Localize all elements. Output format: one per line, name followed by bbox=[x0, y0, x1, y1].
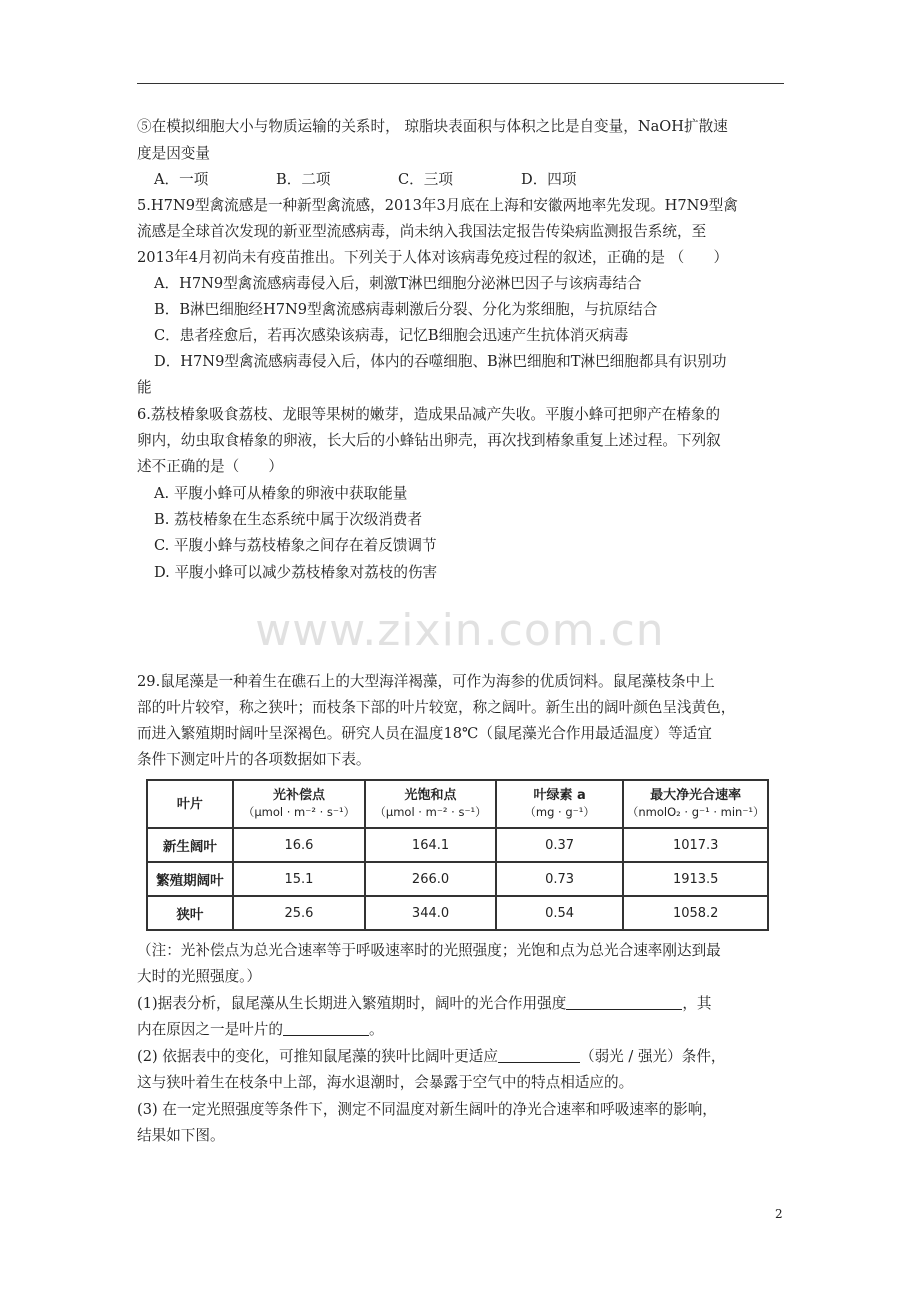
table-cell: 15.1 bbox=[233, 862, 366, 896]
q6-option-d: D. 平腹小蜂可以减少荔枝椿象对荔枝的伤害 bbox=[154, 564, 438, 581]
table-cell: 266.0 bbox=[365, 862, 496, 896]
q4-option-a: A．一项 bbox=[154, 171, 209, 188]
q29-line4: 条件下测定叶片的各项数据如下表。 bbox=[137, 751, 371, 768]
header-light-compensation: 光补偿点 （μmol · m⁻² · s⁻¹） bbox=[233, 780, 366, 828]
table-cell: 344.0 bbox=[365, 896, 496, 930]
table-cell: 25.6 bbox=[233, 896, 366, 930]
header-rule bbox=[137, 83, 784, 84]
sub2-line2: 这与狭叶着生在枝条中上部，海水退潮时，会暴露于空气中的特点相适应的。 bbox=[137, 1074, 634, 1091]
q6-option-c: C. 平腹小蜂与荔枝椿象之间存在着反馈调节 bbox=[154, 537, 437, 554]
sub3-line1: (3) 在一定光照强度等条件下，测定不同温度对新生阔叶的净光合速率和呼吸速率的影响， bbox=[137, 1101, 717, 1118]
table-cell: 0.73 bbox=[496, 862, 624, 896]
header-leaf: 叶片 bbox=[147, 780, 233, 828]
q5-option-d-line1: D．H7N9型禽流感病毒侵入后，体内的吞噬细胞、B淋巴细胞和T淋巴细胞都具有识别功 bbox=[154, 353, 727, 370]
table-cell: 1913.5 bbox=[623, 862, 768, 896]
q5-stem-line1: 5.H7N9型禽流感是一种新型禽流感，2013年3月底在上海和安徽两地率先发现。H7N9型禽 bbox=[137, 197, 738, 214]
q5-option-a: A．H7N9型禽流感病毒侵入后，刺激T淋巴细胞分泌淋巴因子与该病毒结合 bbox=[154, 275, 642, 292]
note-line2: 大时的光照强度。） bbox=[137, 968, 262, 985]
row-label: 繁殖期阔叶 bbox=[147, 862, 233, 896]
q4-option-c: C．三项 bbox=[398, 171, 453, 188]
table-cell: 164.1 bbox=[365, 828, 496, 862]
q5-option-b: B．B淋巴细胞经H7N9型禽流感病毒刺激后分裂、分化为浆细胞，与抗原结合 bbox=[154, 301, 658, 318]
q4-options bbox=[154, 170, 576, 190]
table-row bbox=[147, 862, 768, 896]
table-cell: 1017.3 bbox=[623, 828, 768, 862]
q5-stem-line3: 2013年4月初尚未有疫苗推出。下列关于人体对该病毒免疫过程的叙述，正确的是 （ ） bbox=[137, 249, 729, 266]
q4-item5-line1: ⑤在模拟细胞大小与物质运输的关系时， 琼脂块表面积与体积之比是自变量，NaOH扩散速 bbox=[137, 118, 728, 135]
table-cell: 0.37 bbox=[496, 828, 624, 862]
table-cell: 16.6 bbox=[233, 828, 366, 862]
header-chlorophyll-a: 叶绿素 a （mg · g⁻¹） bbox=[496, 780, 624, 828]
q5-option-c: C．患者痊愈后，若再次感染该病毒，记忆B细胞会迅速产生抗体消灭病毒 bbox=[154, 327, 629, 344]
q4-option-b: B．二项 bbox=[276, 171, 331, 188]
table-row bbox=[147, 828, 768, 862]
sub2-line1: (2) 依据表中的变化，可推知鼠尾藻的狭叶比阔叶更适应 （弱光 / 强光）条件， bbox=[137, 1048, 726, 1065]
q6-stem-line2: 卵内，幼虫取食椿象的卵液，长大后的小蜂钻出卵壳，再次找到椿象重复上述过程。下列叙 bbox=[137, 432, 721, 449]
q6-stem-line3: 述不正确的是（ ） bbox=[137, 458, 283, 475]
q29-line3: 而进入繁殖期时阔叶呈深褐色。研究人员在温度18℃（鼠尾藻光合作用最适温度）等适宜 bbox=[137, 725, 712, 742]
table-cell: 1058.2 bbox=[623, 896, 768, 930]
table-row bbox=[147, 896, 768, 930]
answer-blank-1[interactable] bbox=[566, 994, 682, 1010]
q6-stem-line1: 6.荔枝椿象吸食荔枝、龙眼等果树的嫩芽，造成果品减产失收。平腹小蜂可把卵产在椿象的 bbox=[137, 406, 721, 423]
sub1-line1: (1)据表分析，鼠尾藻从生长期进入繁殖期时，阔叶的光合作用强度 ，其 bbox=[137, 995, 712, 1012]
answer-blank-3[interactable] bbox=[498, 1047, 580, 1063]
q6-option-b: B. 荔枝椿象在生态系统中属于次级消费者 bbox=[154, 511, 423, 528]
row-label: 狭叶 bbox=[147, 896, 233, 930]
sub1-line2: 内在原因之一是叶片的 。 bbox=[137, 1021, 384, 1038]
q5-option-d-line2: 能 bbox=[137, 379, 152, 396]
leaf-data-table bbox=[146, 779, 769, 931]
q4-item5-line2: 度是因变量 bbox=[137, 145, 210, 162]
row-label: 新生阔叶 bbox=[147, 828, 233, 862]
table-header-row bbox=[147, 780, 768, 828]
q29-line1: 29.鼠尾藻是一种着生在礁石上的大型海洋褐藻，可作为海参的优质饲料。鼠尾藻枝条中上 bbox=[137, 673, 715, 690]
header-light-saturation: 光饱和点 （μmol · m⁻² · s⁻¹） bbox=[365, 780, 496, 828]
sub3-line2: 结果如下图。 bbox=[137, 1127, 225, 1144]
answer-blank-2[interactable] bbox=[283, 1020, 369, 1036]
q29-line2: 部的叶片较窄，称之狭叶；而枝条下部的叶片较宽，称之阔叶。新生出的阔叶颜色呈浅黄色， bbox=[137, 699, 736, 716]
page-number: 2 bbox=[775, 1207, 783, 1221]
q6-option-a: A. 平腹小蜂可从椿象的卵液中获取能量 bbox=[154, 485, 408, 502]
q4-option-d: D．四项 bbox=[521, 171, 577, 188]
note-line1: （注：光补偿点为总光合速率等于呼吸速率时的光照强度；光饱和点为总光合速率刚达到最 bbox=[137, 942, 721, 959]
header-max-net-photosynthesis: 最大净光合速率 （nmolO₂ · g⁻¹ · min⁻¹） bbox=[623, 780, 768, 828]
watermark: www.zixin.com.cn bbox=[255, 605, 665, 656]
q5-stem-line2: 流感是全球首次发现的新亚型流感病毒，尚未纳入我国法定报告传染病监测报告系统，至 bbox=[137, 223, 707, 240]
table-cell: 0.54 bbox=[496, 896, 624, 930]
